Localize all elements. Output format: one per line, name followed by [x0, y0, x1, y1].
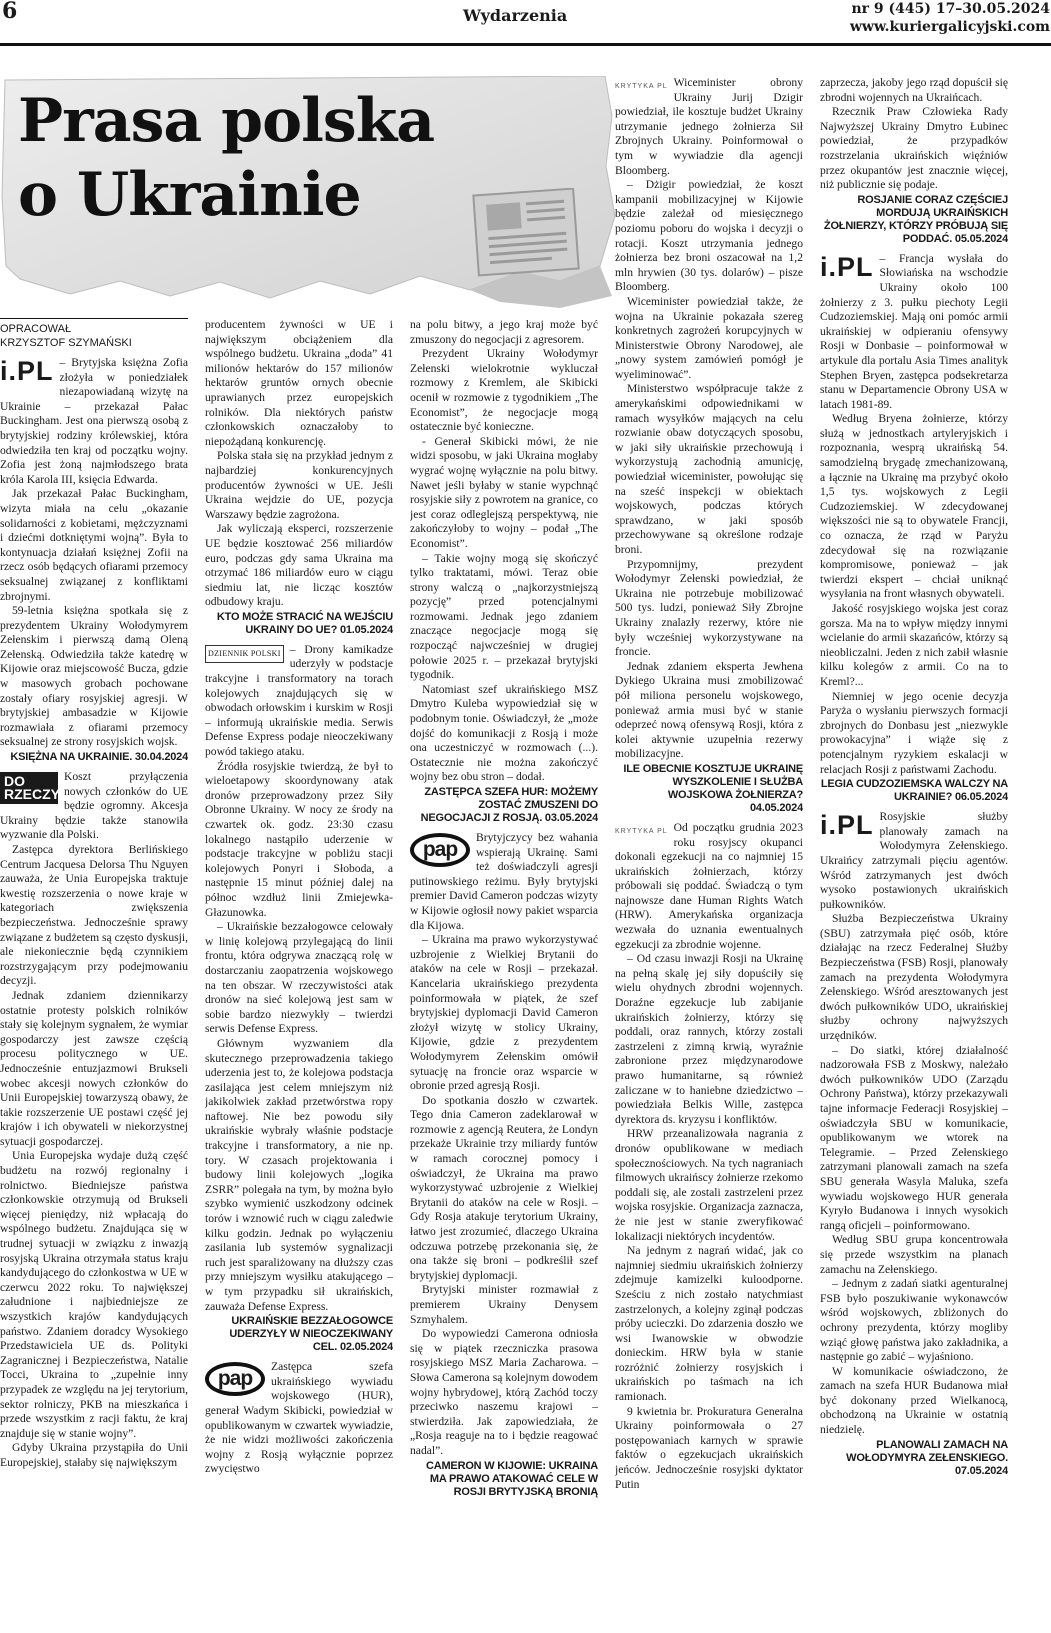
article-paragraph: 59-letnia księżna spotkała się z prezydentem Ukrainy Wołodymyrem Zełenskim i pierwszą damą Oleną Zełenską. Odwiedziła także katedrę w Kijowie oraz miejscowość Bucza, gdzie w masowych grobach pochowane zostały ofiary rosyjskiej agresji. W brytyjskiej ambasadzie w Kijowie rozmawiała z ofiarami przemocy seksualnej ze strony rosyjskich wojsk. [0, 604, 188, 749]
article-signature: UKRAIŃSKIE BEZZAŁOGOWCE UDERZYŁY W NIEOCZEKIWANY CEL. 02.05.2024 [229, 1315, 393, 1354]
article-paragraph: Do wypowiedzi Camerona odniosła się w piątek rzeczniczka prasowa rosyjskiego MSZ Maria Zacharowa. – Słowa Camerona są kolejnym dowodem wojny hybrydowej, którą Zachód toczy przeciwko naszemu krajowi – stwierdziła. Jak zapowiedziała, że „Rosja reaguje na to i będzie reagować nadal”. [410, 1327, 598, 1457]
headline-line-1: Prasa polska [18, 86, 435, 156]
ipl-logo: i.PL [820, 251, 874, 282]
article-paragraph: – Ukraińskie bezzałogowce celowały w linię kolejową przylegającą do linii frontu, która odgrywa znaczącą rolę w dostarczaniu zaopatrzenia wojskowego na ten obszar. W rzeczywistości atak dronów na sieć kolejową jest sam w sobie bardzo niezwykły – twierdzi serwis Defense Express. [205, 920, 393, 1036]
article-paragraph: Zastępca dyrektora Berlińskiego Centrum Jacquesa Delorsa Thu Nguyen zauważa, że Unia Europejska traktuje kwestię rozszerzenia o nowe kraje w kategoriach zwiększenia bezpieczeństwa. Jednocześnie sprawy związane z budżetem są często dyskusji, ale niekoniecznie będą czynnikiem rozstrzygającym przy podejmowaniu decyzji. [0, 843, 188, 988]
article-paragraph: – Jednym z zadań siatki agenturalnej FSB było poszukiwanie wykonawców wśród wojskowych, zbliżonych do ochrony prezydenta, którzy mogliby wziąć głowę państwa jako zakładnika, a następnie go zabić – wyjaśniono. [820, 1277, 1008, 1364]
article-paragraph: Polska stała się na przykład jednym z najbardziej konkurencyjnych producentów żywności w UE. Jeśli Ukraina wejdzie do UE, pozycja Warszawy będzie zagrożona. [205, 449, 393, 521]
column-1 [0, 318, 188, 1633]
article-paragraph: Na jednym z nagrań widać, jak co najmniej siedmiu ukraińskich żołnierzy zdejmuje kamizelki kuloodporne. Sześciu z nich zostało natychmiast zastrzelonych, a kolejny zginął podczas próby ucieczki. Do zdarzenia doszło we wsi Iwanowskie w obwodzie donieckim. HRW była w stanie rozróżnić żołnierzy rosyjskich i ukraińskich po taśmach na ich ramionach. [615, 1244, 803, 1404]
article-signature: ZASTĘPCA SZEFA HUR: MOŻEMY ZOSTAĆ ZMUSZENI DO NEGOCJACJI Z ROSJĄ. 03.05.2024 [420, 786, 598, 824]
article-paragraph: Wiceminister obrony Ukrainy Jurij Dzigir powiedział, ile kosztuje budżet Ukrainy utrzymanie jednego żołnierza Sił Zbrojnych Ukrainy. Poinformował o tym w wywiadzie dla agencji Bloomberg. [615, 76, 803, 177]
article-paragraph: Według Bryena żołnierze, którzy służą w jednostkach artyleryjskich i rozpoznania, wesprą ukraińską 54. samodzielną brygadę zmechanizowaną, a łącznie na Ukrainę ma przybyć około 1,5 tys. wojskowych z Legii Cudzoziemskiej. W zdecydowanej większości nie są to obywatele Francji, co oznacza, że rząd w Paryżu zdecydował się na rozwiązanie kompromisowe, ponieważ – jak twierdzi ekspert – chciał uniknąć wysyłania na front własnych obywateli. [820, 412, 1008, 601]
article-signature: PLANOWALI ZAMACH NA WOŁODYMYRA ZEŁENSKIEGO. 07.05.2024 [846, 1438, 1008, 1477]
article-paragraph: Źródła rosyjskie twierdzą, że był to wieloetapowy skoordynowany atak dronów przeprowadzony przez Siły Obronne Ukrainy. W nocy ze środy na czwartek ok. godz. 23:30 czasu lokalnego nastąpiło uderzenie w podstacje trakcyjne w pobliżu stacji kolejowych Ponyri i Słoboda, a następnie 15 minut później dalej na północ wzdłuż linii Zmiejewka-Głazunowka. [205, 759, 393, 919]
article-paragraph: Jak przekazał Pałac Buckingham, wizyta miała na celu „okazanie solidarności z kobietami, mężczyznami i dziećmi dotkniętymi wojną”. Była to kontynuacja działań księżnej Zofii na rzecz osób będących ofiarami przemocy seksualnej związanej z konfliktami zbrojnymi. [0, 487, 188, 603]
section-title: Wydarzenia [463, 6, 568, 25]
author-byline [0, 318, 188, 350]
pap-logo: pap [205, 1362, 265, 1396]
column-4 [615, 76, 803, 1633]
article-paragraph: Przypomnijmy, prezydent Wołodymyr Zełenski powiedział, że Ukraina nie potrzebuje mobilizować 500 tys. ludzi, ponieważ Siły Zbrojne Ukrainy znalazły rezerwy, które nie były wcześniej wykorzystywane na froncie. [615, 557, 803, 659]
article-paragraph: Brytyjczycy bez wahania wspierają Ukrainę. Sami też doświadczyli agresji putinowskiego reżimu. Były brytyjski premier David Cameron podczas wizyty w Kijowie ogłosił nowy pakiet wsparcia dla Kijowa. [410, 831, 598, 932]
article-paragraph: Jednak zdaniem eksperta Jewhena Dykiego Ukraina musi zmobilizować pół miliona personelu wojskowego, ponieważ armia musi być w stanie odeprzeć nową ofensywą Rosji, która z kolei aktywnie uzupełnia rezerwy mobilizacyjne. [615, 659, 803, 761]
article-paragraph: Wiceminister powiedział także, że wojna na Ukrainie pokazała szereg konkretnych zagrożeń korupcyjnych w Ministerstwie Obrony Narodowej, ale „nowy system zamówień pomógł je wyeliminować”. [615, 294, 803, 381]
article-paragraph: - Generał Skibicki mówi, że nie widzi sposobu, w jaki Ukraina mogłaby wygrać wojnę wyłącznie na polu bitwy. Nawet jeśli byłaby w stanie wypchnąć rosyjskie siły z powrotem na granice, co jest coraz odleglejszą perspektywą, nie zakończyłoby to wojny – podał „The Economist”. [410, 434, 598, 550]
article-paragraph: producentem żywności w UE i największym obciążeniem dla wspólnego budżetu. Ukraina „doda” 41 milionów hektarów do 157 milionów hektarów gruntów ornych obecnie uprawianych przez europejskich rolników. Dla niektórych państw członkowskich oznaczałoby to niepożądaną konkurencję. [205, 318, 393, 448]
krytyka-logo: KRYTYKA PL [615, 83, 668, 90]
author-name: KRZYSZTOF SZYMAŃSKI [0, 337, 132, 349]
article-paragraph: Brytyjski minister rozmawiał z premierem Ukrainy Denysem Szmyhalem. [410, 1283, 598, 1326]
ipl-logo: i.PL [0, 356, 54, 386]
article-paragraph: W komunikacie oświadczono, że zamach na szefa HUR Budanowa miał być dokonany przed Wielkanocą, obchodzoną na Ukrainie w ostatnią niedzielę. [820, 1364, 1008, 1437]
article-paragraph: Głównym wyzwaniem dla skutecznego przeprowadzenia takiego uderzenia jest to, że kolejowa podstacja zasilająca jest celem mniejszym niż jakikolwiek zakład przetwórstwa ropy naftowej. Nie bez powodu siły ukraińskie wybrały właśnie podstacje trakcyjne i transformatory, a nie np. tory. W czasach projektowania i budowy linii kolejowych „logika ZSRR” polegała na tym, by można było szybko wymienić uszkodzony odcinek torów i wznowić ruch w ciągu zaledwie kilku godzin. Jednak po wyłączeniu zasilania lub systemów sygnalizacji ruch jest sparaliżowany na dłuższy czas przy mniejszym wysiłku atakującego – w tym przypadku sił ukraińskich, zauważa Defense Express. [205, 1036, 393, 1313]
article-signature: CAMERON W KIJOWIE: UKRAINA MA PRAWO ATAKOWAĆ CELE W ROSJI BRYTYJSKĄ BRONIĄ [425, 1459, 598, 1498]
article-paragraph: – Od czasu inwazji Rosji na Ukrainę na pełną skalę jej siły dopuściły się wielu ohydnych zbrodni wojennych. Doraźne egzekucje lub zabijanie ukraińskich żołnierzy, którzy się poddali, oraz rannych, którzy zostali zastrzeleni z zimną krwią, wyraźnie zabronione przez międzynarodowe prawo humanitarne, są również zaliczane w to haniebne dziedzictwo – powiedziała Belkis Wille, zastępca dyrektora ds. kryzysu i konfliktów. [615, 952, 803, 1126]
article-paragraph: – Brytyjska księżna Zofia złożyła w poniedziałek niezapowiadaną wizytę na Ukrainie – przekazał Pałac Buckingham. Jest ona pierwszą osobą z brytyjskiej rodziny królewskiej, która odwiedziła ten kraj od początku wojny. Zofia jest żoną najmłodszego brata króla Karola III, księcia Edwarda. [0, 356, 188, 486]
article-signature: ROSJANIE CORAZ CZĘŚCIEJ MORDUJĄ UKRAIŃSKICH ŻOŁNIERZY, KTÓRZY PRÓBUJĄ SIĘ PODDAĆ. 05.05.2024 [823, 193, 1008, 245]
page-header [0, 0, 1051, 46]
article-paragraph: Unia Europejska wydaje dużą część budżetu na rozwój regionalny i rolnictwo. Biedniejsze państwa członkowskie otrzymują od Brukseli więcej pieniędzy, niż wpłacają do wspólnego budżetu. Znajdująca się w trudnej sytuacji w związku z inwazją rosyjską Ukraina otrzymała status kraju kandydującego do członkostwa w UE w czerwcu 2022 roku. To największej załudnione i najbiedniejsze ze wszystkich krajów kandydujących państwo. Zdaniem doradcy Wysokiego Przedstawiciela UE ds. Polityki Zagranicznej i Bezpieczeństwa, Natalie Tocci, Ukraina to „zupełnie inny przypadek ze względu na jej terytorium, sektor rolniczy, PKB na mieszkańca i przede wszystkim z racji faktu, że kraj znajduje się w stanie wojny”. [0, 1149, 188, 1440]
article-paragraph: Niemniej w jego ocenie decyzja Paryża o wysłaniu pierwszych formacji zbrojnych do Donbasu jest „niezwykle prowokacyjna” i wiąże się z potencjalnym ryzykiem eskalacji w relacjach Rosji z państwami Zachodu. [820, 689, 1008, 776]
issue-number: nr 9 (445) 17–30.05.2024 [851, 1, 1050, 17]
article-paragraph: Do spotkania doszło w czwartek. Tego dnia Cameron zadeklarował w rozmowie z agencją Reutera, że Londyn przekaże Ukrainie trzy miliardy funtów w ramach corocznej pomocy i oświadczył, że Ukraina ma prawo wykorzystywać uzbrojenie z Wielkiej Brytanii do ataków na cele w Rosji. – Gdy Rosja atakuje terytorium Ukrainy, łatwo jest zrozumieć, dlaczego Ukraina odczuwa potrzebę przekonania się, że ona także się broni – podkreślił szef brytyjskiej dyplomacji. [410, 1093, 598, 1282]
article-paragraph: Jak wyliczają eksperci, rozszerzenie UE będzie kosztować 256 miliardów euro, podczas gdy sama Ukraina ma otrzymać 186 miliardów euro w ciągu siedmiu lat, nie licząc kosztów odbudowy kraju. [205, 522, 393, 609]
article-paragraph: – Drony kamikadze uderzyły w podstacje trakcyjne i transformatory na torach kolejowych znajdujących się w obwodach orłowskim i kurskim w Rosji – informują ukraińskie media. Serwis Defense Express podaje nieoczekiwany powód takiego ataku. [205, 642, 393, 759]
dziennik-polski-logo: DZIENNIK POLSKI [205, 645, 284, 664]
issue-info [850, 0, 1050, 36]
article-paragraph: HRW przeanalizowała nagrania z dronów opublikowane w mediach społecznościowych. Na tych nagraniach filmowych ukraińscy żołnierze rzekomo poddali się, ale zostali zastrzeleni przez wojska rosyjskie. Organizacja zaznacza, że nie jest w stanie zweryfikować lokalizacji niektórych incydentów. [615, 1127, 803, 1243]
page-headline [18, 84, 434, 232]
article-paragraph: Jakość rosyjskiego wojska jest coraz gorsza. Ma na to wpływ między innymi wcielanie do armii skazańców, którzy są nieobliczalni. Jeden z nich zabił własnie kilku kolegów z armii. Co na to Kreml?... [820, 602, 1008, 688]
author-label: OPRACOWAŁ [0, 323, 72, 335]
ipl-logo: i.PL [820, 810, 874, 841]
article-paragraph: Natomiast szef ukraińskiego MSZ Dmytro Kuleba wypowiedział się w podobnym tonie. Oświadczył, że „może dojść do komunikacji z Rosją i może ona uczestniczyć w rozmowach (...). Ostatecznie nie można zakończyć wojny bez obu stron – dodał. [410, 682, 598, 784]
article-paragraph: Gdyby Ukraina przystąpiła do Unii Europejskiej, stałaby się największym [0, 1441, 188, 1469]
article-paragraph: – Dżigir powiedział, że koszt kampanii mobilizacyjnej w Kijowie będzie zależał od miesięcznego poziomu poboru do wojska i decyzji o rotacji. Koszt utrzymania jednego żołnierza bez broni oszacował na 1,2 mln hrywien (30 tys. dolarów) – pisze Bloomberg. [615, 178, 803, 294]
article-signature: KSIĘŻNA NA UKRAINIE. 30.04.2024 [10, 751, 188, 764]
article-paragraph: Zastępca szefa ukraińskiego wywiadu wojskowego (HUR), generał Wadym Skibicki, powiedział w opublikowanym w czwartek wywiadzie, że nie widzi możliwości zakończenia wojny z Rosją wyłącznie poprzez zwycięstwo [205, 1360, 393, 1476]
article-paragraph: – Francja wysłała do Słowiańska na wschodzie Ukrainy około 100 żołnierzy z 3. pułku piechoty Legii Cudzoziemskiej. Mają oni pomóc armii ukraińskiej w odpieraniu ofensywy Rosji w Donbasie – poinformował w artykule dla portalu Asia Times analityk Stephen Bryen, zastępca podsekretarza stanu w Departamencie Obrony USA w latach 1981-89. [820, 251, 1008, 411]
article-paragraph: Prezydent Ukrainy Wołodymyr Zełenski wielokrotnie wykluczał rozmowy z Kremlem, ale Skibicki ocenił w rozmowie z tygodnikiem „The Economist”, że negocjacje mogą ostatecznie być konieczne. [410, 347, 598, 434]
article-paragraph: Koszt przyłączenia nowych członków do UE będzie ogromny. Akcesja Ukrainy będzie także stanowiła wyzwanie dla Polski. [0, 770, 188, 842]
article-paragraph: zaprzecza, jakoby jego rząd dopuścił się zbrodni wojennych na Ukraińcach. [820, 76, 1008, 104]
article-paragraph: – Do siatki, której działalność nadzorowała FSB z Moskwy, należało dwóch pułkowników UDO (Zarządu Ochrony Państwa), którzy przekazywali tajne informacje Federacji Rosyjskiej – oświadczyła SBU w komunikacie, opublikowanym we wtorek na Telegramie. – Przed Zełenskiego zatrzymani planowali zamach na szefa SBU generała Wasyla Maluka, szefa wywiadu wojskowego HUR generała Kyryło Budanowa i innych wysokich rangą oficjeli – poinformowano. [820, 1043, 1008, 1232]
article-paragraph: na polu bitwy, a jego kraj może być zmuszony do negocjacji z agresorem. [410, 318, 598, 346]
article-paragraph: Ministerstwo współpracuje także z amerykańskimi odpowiednikami w ramach wysyłków mających na celu rozwianie obaw dotyczących sposobu, w jaki siły ukraińskie przechowują i wykorzystują zachodnią amunicję, powiedział wiceminister, powołując się na sześć inspekcji w obiektach wojskowych, podczas których sprawdzano, w jaki sposób przechowywane są określone rodzaje broni. [615, 382, 803, 556]
column-3 [410, 318, 598, 1633]
column-2 [205, 318, 393, 1633]
dorzeczy-logo: DO RZECZY [0, 772, 58, 804]
website-link[interactable]: www.kuriergalicyjski.com [849, 19, 1050, 35]
article-paragraph: Jednak zdaniem dziennikarzy ostatnie protesty polskich rolników stały się kolejnym sygnałem, że wymiar gospodarczy jest zawsze częścią procesu politycznego w UE. Jednocześnie entuzjazmowi Brukseli wobec akcesji nowych członków do Unii Europejskiej towarzyszą obawy, że takie rozszerzenie UE postawi część jej krajów i ich obywateli w niekorzystnej sytuacji gospodarczej. [0, 988, 188, 1148]
article-paragraph: Służba Bezpieczeństwa Ukrainy (SBU) zatrzymała pięć osób, które działając na rzecz Federalnej Służby Bezpieczeństwa (FSB) Rosji, planowały zamach na prezydenta Wołodymyra Zełenskiego. Wśród aresztowanych jest dwóch pułkowników UDO, ukraińskiej służby ochrony najwyższych urzędników. [820, 912, 1008, 1043]
headline-line-2: o Ukrainie [18, 160, 361, 230]
pap-logo: pap [410, 833, 470, 867]
page-number: 6 [2, 0, 18, 24]
article-paragraph: – Takie wojny mogą się skończyć tylko traktatami, mówi. Teraz obie strony walczą o „najkorzystniejszą pozycję” przed potencjalnymi rozmowami. Jednak jego zdaniem znaczące negocjacje mogą się rozpocząć najwcześniej w drugiej połowie 2025 r. – przekazał brytyjski tygodnik. [410, 551, 598, 682]
article-paragraph: – Ukraina ma prawo wykorzystywać uzbrojenie z Wielkiej Brytanii do ataków na cele w Rosji – przekazał. Kancelaria ukraińskiego prezydenta poinformowała w piątek, że szef brytyjskiej dyplomacji David Cameron złożył wizytę w stolicy Ukrainy, Kijowie, gdzie z prezydentem Wołodymyrem Zełenskim omówił sytuację na froncie oraz wsparcie w obronie przed agresją Rosji. [410, 933, 598, 1093]
article-signature: ILE OBECNIE KOSZTUJE UKRAINĘ WYSZKOLENIE I SŁUŻBA WOJSKOWA ŻOŁNIERZA? 04.05.2024 [623, 762, 803, 814]
article-paragraph: Według SBU grupa koncentrowała się przede wszystkim na planach zamachu na Zełenskiego. [820, 1233, 1008, 1276]
article-paragraph: 9 kwietnia br. Prokuratura Generalna Ukrainy poinformowała o 27 postępowaniach karnych w sprawie faktów o egzekucjach ukraińskich jeńców. Jednocześnie rosyjski dyktator Putin [615, 1404, 803, 1491]
article-paragraph: Rzecznik Praw Człowieka Rady Najwyższej Ukrainy Dmytro Łubinec powiedział, że przypadków rozstrzelania ukraińskich więźniów przez okupantów jest znacznie więcej, niż publicznie się podaje. [820, 105, 1008, 192]
krytyka-logo: KRYTYKA PL [615, 827, 668, 835]
article-signature: KTO MOŻE STRACIĆ NA WEJŚCIU UKRAINY DO UE? 01.05.2024 [216, 610, 393, 636]
article-paragraph: Od początku grudnia 2023 roku rosyjscy okupanci dokonali egzekucji na co najmniej 15 ukraińskich żołnierzach, którzy próbowali się poddać. Świadczą o tym najnowsze dane Human Rights Watch (HRW). Amerykańska organizacja wezwała do uznania ewentualnych egzekucji za zbrodnie wojenne. [615, 820, 803, 951]
column-5 [820, 76, 1008, 1633]
article-signature: LEGIA CUDZOZIEMSKA WALCZY NA UKRAINIE? 06.05.2024 [820, 778, 1008, 804]
article-paragraph: Rosyjskie służby planowały zamach na Wołodymyra Zełenskiego. Ukraińcy zatrzymali pięciu agentów. Wśród zatrzymanych jest dwóch wysoko postawionych ukraińskich pułkowników. [820, 810, 1008, 911]
